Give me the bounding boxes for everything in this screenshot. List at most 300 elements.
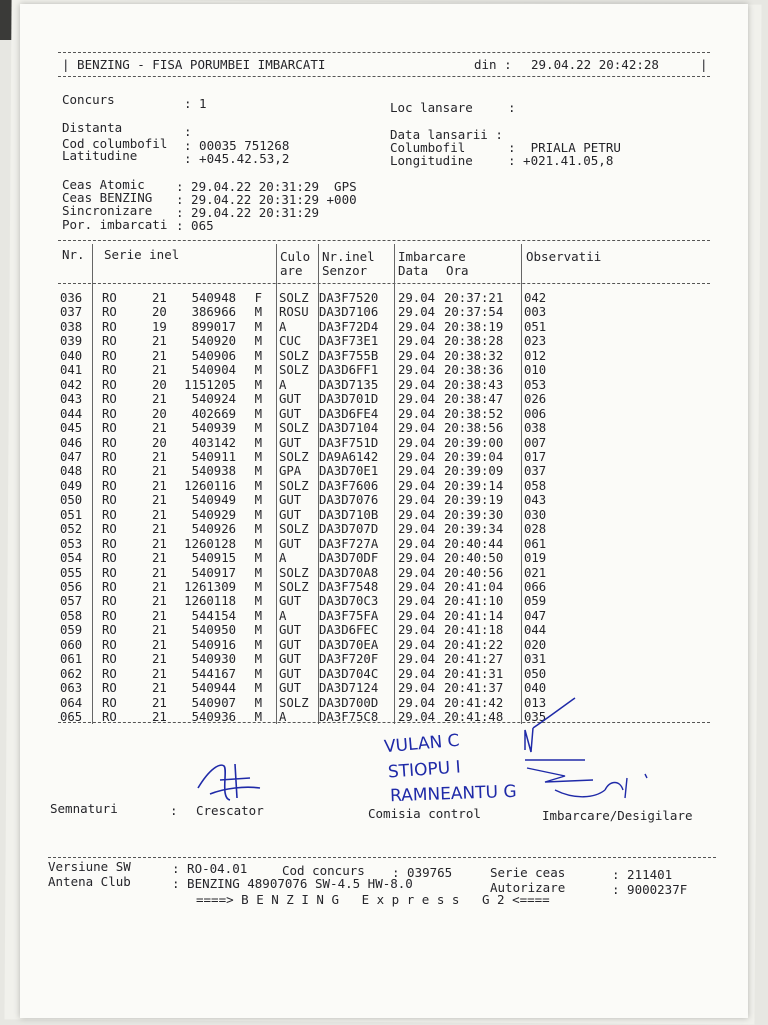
cell-nr: 048: [60, 464, 83, 479]
table-row: [60, 479, 620, 493]
cell-nr: 052: [60, 522, 83, 537]
cell-time: 20:41:31: [444, 666, 504, 681]
cell-ring: 1260128: [184, 536, 236, 551]
cell-color: A: [279, 551, 287, 566]
loc-lansare-value: :: [508, 100, 516, 115]
cell-nr: 045: [60, 421, 83, 436]
column-header-ora: Ora: [446, 263, 469, 278]
cell-color: SOLZ: [279, 580, 309, 594]
cell-country: RO: [102, 580, 117, 594]
cell-time: 20:39:19: [444, 493, 504, 508]
cell-date: 29.04: [398, 666, 436, 681]
table-row: [60, 363, 620, 377]
cell-nr: 049: [60, 478, 83, 493]
cell-nr: 062: [60, 666, 83, 681]
ceas-benzing-value: : 29.04.22 20:31:29 +000: [176, 192, 357, 207]
date-label: din :: [474, 57, 512, 72]
comisia-control-label: Comisia control: [368, 806, 481, 821]
versiune-sw-value: : RO-04.01: [172, 861, 248, 876]
header-top-border: [58, 52, 710, 53]
table-row: [60, 652, 620, 666]
cell-sex: M: [254, 392, 262, 407]
cell-color: GUT: [279, 666, 302, 681]
column-header-data: Data: [398, 263, 429, 278]
cell-time: 20:41:10: [444, 594, 504, 609]
cell-year: 21: [152, 478, 167, 493]
cell-sex: M: [254, 637, 262, 652]
benzing-banner: ====> B E N Z I N G E x p r e s s G 2 <====: [196, 892, 550, 907]
semnaturi-label: Semnaturi: [50, 801, 118, 816]
cell-time: 20:37:21: [444, 291, 504, 305]
cell-ring: 540939: [191, 421, 236, 436]
cell-sensor: DA3D70EA: [319, 637, 379, 652]
table-row: [60, 566, 620, 580]
cell-time: 20:37:54: [444, 305, 504, 320]
cell-nr: 060: [60, 637, 83, 652]
footer-top-border: [48, 857, 716, 858]
cell-sensor: DA3F751D: [319, 435, 379, 450]
cell-color: GUT: [279, 681, 302, 696]
cell-observation: 043: [524, 493, 547, 508]
cell-ring: 899017: [191, 319, 236, 334]
cell-country: RO: [102, 681, 117, 696]
cell-sex: M: [254, 449, 262, 464]
cell-nr: 043: [60, 392, 83, 407]
cell-observation: 019: [524, 551, 547, 566]
cell-time: 20:38:52: [444, 406, 504, 421]
cell-country: RO: [102, 392, 117, 407]
cod-concurs-value: : 039765: [392, 865, 453, 880]
sincronizare-value: : 29.04.22 20:31:29: [176, 205, 319, 220]
cell-observation: 017: [524, 449, 547, 464]
cell-date: 29.04: [398, 319, 436, 334]
cell-year: 21: [152, 493, 167, 508]
cell-sensor: DA3D70E1: [319, 464, 379, 479]
cell-date: 29.04: [398, 377, 436, 392]
cell-sex: M: [254, 666, 262, 681]
document-title: | BENZING - FISA PORUMBEI IMBARCATI: [62, 57, 326, 72]
cell-nr: 040: [60, 348, 83, 363]
table-row: [60, 320, 620, 334]
cell-date: 29.04: [398, 637, 436, 652]
cell-sensor: DA3D6FE4: [319, 406, 379, 421]
cell-ring: 540938: [191, 464, 236, 479]
cell-sex: M: [254, 464, 262, 479]
cell-date: 29.04: [398, 652, 436, 667]
cell-country: RO: [102, 565, 117, 580]
cell-color: GUT: [279, 623, 302, 638]
cell-date: 29.04: [398, 348, 436, 363]
cell-ring: 540944: [191, 681, 236, 696]
table-row: [60, 609, 620, 623]
table-header-bottom-border: [58, 283, 710, 284]
cell-nr: 050: [60, 493, 83, 508]
cell-date: 29.04: [398, 681, 436, 696]
cell-date: 29.04: [398, 291, 436, 305]
cell-sex: M: [254, 623, 262, 638]
handwritten-name: VULAN C: [383, 730, 461, 758]
cell-observation: 003: [524, 305, 547, 320]
cell-country: RO: [102, 478, 117, 493]
cell-sensor: DA3D707D: [319, 522, 379, 537]
cell-nr: 044: [60, 406, 83, 421]
column-header-nr: Nr.: [62, 247, 85, 262]
cell-color: SOLZ: [279, 695, 309, 710]
cod-columbofil-value: : 00035 751268: [184, 138, 290, 153]
cell-date: 29.04: [398, 305, 436, 320]
cell-color: SOLZ: [279, 363, 309, 378]
cell-color: GUT: [279, 392, 302, 407]
cell-observation: 037: [524, 464, 547, 479]
cell-year: 21: [152, 464, 167, 479]
table-row: [60, 667, 620, 681]
concurs-label: Concurs: [62, 92, 115, 107]
latitudine-label: Latitudine: [62, 148, 138, 163]
cell-sensor: DA3D70DF: [319, 551, 379, 566]
cell-year: 21: [152, 695, 167, 710]
cell-color: SOLZ: [279, 565, 309, 580]
cell-time: 20:38:47: [444, 392, 504, 407]
table-row: [60, 537, 620, 551]
cell-time: 20:39:14: [444, 478, 504, 493]
cell-year: 21: [152, 392, 167, 407]
cell-country: RO: [102, 493, 117, 508]
cell-date: 29.04: [398, 536, 436, 551]
cell-observation: 026: [524, 392, 547, 407]
table-row: [60, 464, 620, 478]
cell-year: 21: [152, 507, 167, 522]
cell-sensor: DA3D704C: [319, 666, 379, 681]
cell-observation: 053: [524, 377, 547, 392]
cell-sex: M: [254, 695, 262, 710]
document-date: 29.04.22 20:42:28: [531, 57, 659, 72]
cell-year: 21: [152, 363, 167, 378]
cell-date: 29.04: [398, 334, 436, 349]
cell-sensor: DA3D701D: [319, 392, 379, 407]
cell-country: RO: [102, 305, 117, 320]
cell-color: ROSU: [279, 305, 309, 320]
table-row: [60, 291, 620, 305]
cell-country: RO: [102, 710, 117, 725]
table-row: [60, 623, 620, 637]
cell-time: 20:40:50: [444, 551, 504, 566]
cell-year: 21: [152, 421, 167, 436]
cell-ring: 540915: [191, 551, 236, 566]
longitudine-value: : +021.41.05,8: [508, 153, 614, 168]
cell-ring: 544154: [191, 608, 236, 623]
cell-observation: 035: [524, 710, 547, 725]
cell-ring: 540949: [191, 493, 236, 508]
cell-color: GUT: [279, 435, 302, 450]
cell-time: 20:41:37: [444, 681, 504, 696]
cell-color: SOLZ: [279, 421, 309, 436]
latitudine-value: : +045.42.53,2: [184, 151, 290, 166]
cell-sensor: DA3F75C8: [319, 710, 379, 725]
ceas-atomic-label: Ceas Atomic: [62, 177, 145, 192]
cell-date: 29.04: [398, 406, 436, 421]
cell-date: 29.04: [398, 710, 436, 725]
cell-observation: 042: [524, 291, 547, 305]
cell-sensor: DA3D6FF1: [319, 363, 379, 378]
cell-year: 21: [152, 594, 167, 609]
cell-ring: 540907: [191, 695, 236, 710]
cell-year: 21: [152, 348, 167, 363]
cell-nr: 042: [60, 377, 83, 392]
columbofil-label: Columbofil: [390, 140, 466, 155]
por-imbarcati-value: : 065: [176, 218, 214, 233]
cell-time: 20:38:19: [444, 319, 504, 334]
cell-ring: 540948: [191, 291, 236, 305]
cell-country: RO: [102, 652, 117, 667]
cell-time: 20:41:22: [444, 637, 504, 652]
cell-sensor: DA3D7076: [319, 493, 379, 508]
ceas-atomic-value: : 29.04.22 20:31:29 GPS: [176, 179, 357, 194]
cell-country: RO: [102, 666, 117, 681]
crescator-label: Crescator: [196, 803, 264, 818]
cell-nr: 055: [60, 565, 83, 580]
cell-ring: 540920: [191, 334, 236, 349]
antena-club-value: : BENZING 48907076 SW-4.5 HW-8.0: [172, 876, 413, 891]
cell-color: A: [279, 608, 287, 623]
cell-time: 20:38:56: [444, 421, 504, 436]
cell-country: RO: [102, 594, 117, 609]
cell-date: 29.04: [398, 493, 436, 508]
control-signature: [505, 690, 655, 810]
table-row: [60, 594, 620, 608]
serie-ceas-value: : 211401: [612, 867, 673, 882]
cell-country: RO: [102, 536, 117, 551]
cell-sex: M: [254, 435, 262, 450]
cell-country: RO: [102, 507, 117, 522]
cell-nr: 036: [60, 291, 83, 305]
cod-concurs-label: Cod concurs: [282, 863, 365, 878]
table-row: [60, 551, 620, 565]
cell-year: 21: [152, 623, 167, 638]
cell-observation: 013: [524, 695, 547, 710]
table-row: [60, 436, 620, 450]
cell-nr: 051: [60, 507, 83, 522]
cell-sensor: DA3F7548: [319, 580, 379, 594]
cell-time: 20:38:32: [444, 348, 504, 363]
cell-sensor: DA3F755B: [319, 348, 379, 363]
cell-date: 29.04: [398, 608, 436, 623]
cell-time: 20:38:36: [444, 363, 504, 378]
cell-year: 21: [152, 637, 167, 652]
cell-observation: 038: [524, 421, 547, 436]
cell-observation: 040: [524, 681, 547, 696]
cell-observation: 012: [524, 348, 547, 363]
cell-year: 21: [152, 652, 167, 667]
cell-nr: 047: [60, 449, 83, 464]
cell-year: 21: [152, 551, 167, 566]
cell-country: RO: [102, 421, 117, 436]
cell-year: 21: [152, 666, 167, 681]
cell-nr: 053: [60, 536, 83, 551]
cell-sensor: DA3D700D: [319, 695, 379, 710]
cell-year: 21: [152, 449, 167, 464]
cell-observation: 028: [524, 522, 547, 537]
cell-date: 29.04: [398, 623, 436, 638]
cell-time: 20:39:04: [444, 449, 504, 464]
cell-observation: 066: [524, 580, 547, 594]
cell-sex: M: [254, 334, 262, 349]
cell-sensor: DA3D7104: [319, 421, 379, 436]
cell-observation: 051: [524, 319, 547, 334]
cell-ring: 540950: [191, 623, 236, 638]
cell-nr: 061: [60, 652, 83, 667]
cell-color: SOLZ: [279, 449, 309, 464]
cell-sensor: DA3D7124: [319, 681, 379, 696]
cell-nr: 041: [60, 363, 83, 378]
cell-country: RO: [102, 623, 117, 638]
cell-date: 29.04: [398, 551, 436, 566]
concurs-value: : 1: [184, 96, 207, 111]
cell-year: 21: [152, 681, 167, 696]
cell-year: 21: [152, 580, 167, 594]
cell-sex: M: [254, 493, 262, 508]
cell-sensor: DA3F75FA: [319, 608, 379, 623]
cell-sex: M: [254, 522, 262, 537]
column-header-culoare-2: are: [280, 263, 303, 278]
cell-ring: 540917: [191, 565, 236, 580]
por-imbarcati-label: Por. imbarcati: [62, 217, 168, 232]
cell-sensor: DA3D70C3: [319, 594, 379, 609]
cell-sex: F: [254, 291, 262, 305]
cell-sensor: DA3F720F: [319, 652, 379, 667]
table-row: [60, 580, 620, 594]
table-row: [60, 407, 620, 421]
cell-sensor: DA3F7520: [319, 291, 379, 305]
cell-color: GUT: [279, 637, 302, 652]
sincronizare-label: Sincronizare: [62, 203, 153, 218]
cell-date: 29.04: [398, 695, 436, 710]
cell-country: RO: [102, 319, 117, 334]
cell-ring: 1151205: [184, 377, 236, 392]
cell-nr: 065: [60, 710, 83, 725]
serie-ceas-label: Serie ceas: [490, 865, 566, 880]
cell-country: RO: [102, 464, 117, 479]
cell-color: GPA: [279, 464, 302, 479]
cell-country: RO: [102, 637, 117, 652]
cell-color: GUT: [279, 652, 302, 667]
cell-ring: 1260116: [184, 478, 236, 493]
handwritten-name: RAMNEANTU G: [389, 781, 517, 807]
cell-time: 20:40:44: [444, 536, 504, 551]
cell-country: RO: [102, 522, 117, 537]
cell-ring: 540929: [191, 507, 236, 522]
cell-observation: 020: [524, 637, 547, 652]
cell-date: 29.04: [398, 464, 436, 479]
cell-sex: M: [254, 319, 262, 334]
cell-year: 21: [152, 522, 167, 537]
cell-ring: 540904: [191, 363, 236, 378]
cell-year: 20: [152, 406, 167, 421]
cell-year: 21: [152, 608, 167, 623]
cell-date: 29.04: [398, 478, 436, 493]
header-bottom-border: [58, 76, 710, 77]
cell-ring: 540906: [191, 348, 236, 363]
cell-country: RO: [102, 551, 117, 566]
cell-sex: M: [254, 536, 262, 551]
column-header-nr-inel: Nr.inel: [322, 249, 375, 264]
cell-sex: M: [254, 608, 262, 623]
cell-date: 29.04: [398, 392, 436, 407]
loc-lansare-label: Loc lansare: [390, 100, 473, 115]
cell-time: 20:39:30: [444, 507, 504, 522]
cell-date: 29.04: [398, 522, 436, 537]
cell-sensor: DA3F73E1: [319, 334, 379, 349]
cell-sex: M: [254, 551, 262, 566]
cell-color: A: [279, 319, 287, 334]
cell-sex: M: [254, 406, 262, 421]
cell-year: 19: [152, 319, 167, 334]
antena-club-label: Antena Club: [48, 874, 131, 889]
cell-color: SOLZ: [279, 522, 309, 537]
cell-date: 29.04: [398, 594, 436, 609]
cell-country: RO: [102, 406, 117, 421]
cell-country: RO: [102, 377, 117, 392]
cell-year: 20: [152, 377, 167, 392]
cell-ring: 544167: [191, 666, 236, 681]
cell-sex: M: [254, 580, 262, 594]
cell-ring: 403142: [191, 435, 236, 450]
cell-ring: 1261309: [184, 580, 236, 594]
cell-ring: 386966: [191, 305, 236, 320]
cell-time: 20:39:00: [444, 435, 504, 450]
table-row: [60, 522, 620, 536]
cell-observation: 007: [524, 435, 547, 450]
cell-date: 29.04: [398, 421, 436, 436]
cell-sex: M: [254, 507, 262, 522]
cell-country: RO: [102, 449, 117, 464]
cell-nr: 064: [60, 695, 83, 710]
cell-nr: 059: [60, 623, 83, 638]
table-row: [60, 378, 620, 392]
cell-ring: 540924: [191, 392, 236, 407]
cell-time: 20:38:43: [444, 377, 504, 392]
longitudine-label: Longitudine: [390, 153, 473, 168]
cell-ring: 540936: [191, 710, 236, 725]
cell-date: 29.04: [398, 363, 436, 378]
cell-nr: 039: [60, 334, 83, 349]
cell-year: 20: [152, 305, 167, 320]
cell-ring: 540926: [191, 522, 236, 537]
table-row: [60, 349, 620, 363]
cell-time: 20:41:42: [444, 695, 504, 710]
cell-date: 29.04: [398, 565, 436, 580]
cell-nr: 056: [60, 580, 83, 594]
cell-time: 20:41:18: [444, 623, 504, 638]
cell-color: GUT: [279, 493, 302, 508]
cell-color: GUT: [279, 406, 302, 421]
cell-time: 20:41:48: [444, 710, 504, 725]
cell-sensor: DA3D70A8: [319, 565, 379, 580]
cell-sensor: DA3F72D4: [319, 319, 379, 334]
cell-sensor: DA9A6142: [319, 449, 379, 464]
cell-nr: 057: [60, 594, 83, 609]
cell-time: 20:41:14: [444, 608, 504, 623]
cell-time: 20:38:28: [444, 334, 504, 349]
cell-sex: M: [254, 565, 262, 580]
cell-color: A: [279, 377, 287, 392]
column-header-serie-inel: Serie inel: [104, 247, 180, 262]
cell-sex: M: [254, 652, 262, 667]
cell-sex: M: [254, 478, 262, 493]
cell-time: 20:41:27: [444, 652, 504, 667]
cell-date: 29.04: [398, 507, 436, 522]
cell-observation: 030: [524, 507, 547, 522]
cell-sensor: DA3D7106: [319, 305, 379, 320]
